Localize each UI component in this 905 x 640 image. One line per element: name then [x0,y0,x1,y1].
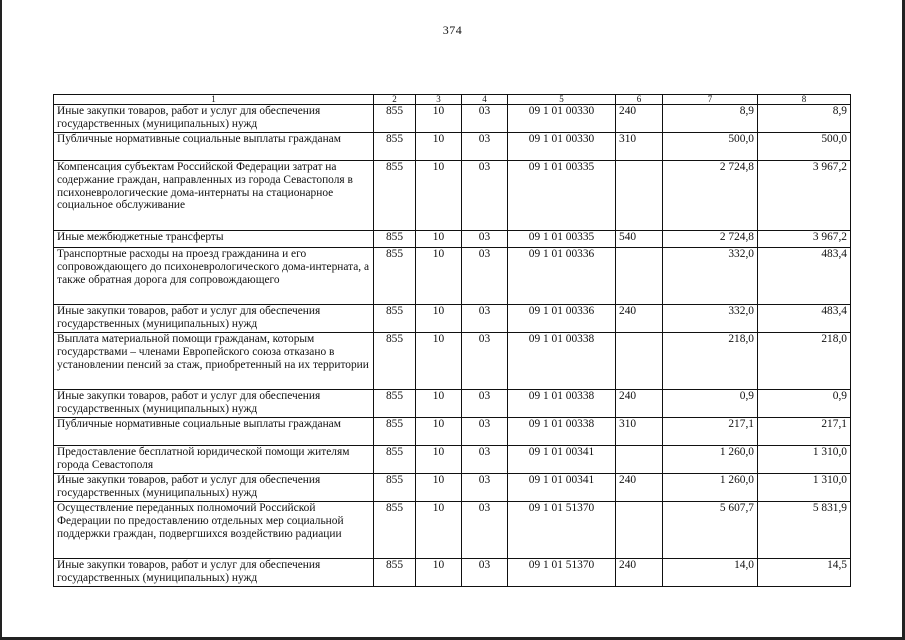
row-expense-type: 310 [616,133,663,161]
row-target-code: 09 1 01 00336 [508,248,616,305]
row-section: 10 [416,502,462,559]
row-grbs: 855 [374,390,416,418]
row-sum-1: 218,0 [663,333,758,390]
row-expense-type: 540 [616,231,663,248]
column-header: 8 [758,95,851,105]
row-sum-1: 0,9 [663,390,758,418]
row-sum-2: 1 310,0 [758,474,851,502]
row-grbs: 855 [374,418,416,446]
row-grbs: 855 [374,502,416,559]
table-row [54,390,851,418]
row-name: Иные закупки товаров, работ и услуг для обеспечения государственных (муниципальных) нужд [54,305,374,333]
row-section: 10 [416,305,462,333]
row-sum-1: 5 607,7 [663,502,758,559]
row-name: Предоставление бесплатной юридической помощи жителям города Севастополя [54,446,374,474]
row-section: 10 [416,105,462,133]
row-sum-1: 217,1 [663,418,758,446]
table-row [54,133,851,161]
table-row [54,418,851,446]
column-header: 3 [416,95,462,105]
row-sum-1: 14,0 [663,559,758,587]
row-name: Иные закупки товаров, работ и услуг для обеспечения государственных (муниципальных) нужд [54,105,374,133]
row-subsection: 03 [462,559,508,587]
row-expense-type: 240 [616,305,663,333]
row-name: Транспортные расходы на проезд гражданина и его сопровождающего до психоневрологического дома-интерната, а также обратная дорога для сопровождающего [54,248,374,305]
row-subsection: 03 [462,333,508,390]
scan-border-left [0,0,2,640]
row-expense-type [616,502,663,559]
table-row [54,105,851,133]
row-name: Иные закупки товаров, работ и услуг для обеспечения государственных (муниципальных) нужд [54,390,374,418]
table-row [54,446,851,474]
row-subsection: 03 [462,248,508,305]
row-expense-type [616,333,663,390]
row-section: 10 [416,474,462,502]
row-sum-2: 0,9 [758,390,851,418]
row-expense-type: 240 [616,559,663,587]
row-sum-1: 8,9 [663,105,758,133]
row-expense-type: 240 [616,390,663,418]
row-target-code: 09 1 01 00335 [508,231,616,248]
row-subsection: 03 [462,105,508,133]
row-target-code: 09 1 01 00335 [508,161,616,231]
row-target-code: 09 1 01 00330 [508,133,616,161]
row-subsection: 03 [462,231,508,248]
row-sum-2: 500,0 [758,133,851,161]
row-name: Компенсация субъектам Российской Федерации затрат на содержание граждан, направленных из города Севастополя в психоневрологические дома-интернаты на стационарное социальное обслуживание [54,161,374,231]
row-section: 10 [416,161,462,231]
row-expense-type: 240 [616,105,663,133]
row-name: Публичные нормативные социальные выплаты гражданам [54,418,374,446]
row-sum-2: 3 967,2 [758,161,851,231]
row-subsection: 03 [462,161,508,231]
row-section: 10 [416,133,462,161]
row-sum-1: 2 724,8 [663,161,758,231]
row-grbs: 855 [374,305,416,333]
row-section: 10 [416,390,462,418]
row-expense-type [616,446,663,474]
row-grbs: 855 [374,133,416,161]
row-subsection: 03 [462,390,508,418]
row-grbs: 855 [374,231,416,248]
column-header: 4 [462,95,508,105]
row-sum-2: 218,0 [758,333,851,390]
column-header: 1 [54,95,374,105]
table-row [54,474,851,502]
row-section: 10 [416,446,462,474]
column-header: 2 [374,95,416,105]
row-target-code: 09 1 01 51370 [508,559,616,587]
row-target-code: 09 1 01 00338 [508,418,616,446]
table-row [54,231,851,248]
row-subsection: 03 [462,474,508,502]
row-name: Выплата материальной помощи гражданам, которым государствами – членами Европейского союза отказано в установлении пенсий за стаж, приобретенный на их территории [54,333,374,390]
row-name: Иные межбюджетные трансферты [54,231,374,248]
table-row [54,248,851,305]
row-grbs: 855 [374,248,416,305]
row-sum-2: 1 310,0 [758,446,851,474]
row-target-code: 09 1 01 00338 [508,333,616,390]
row-expense-type: 240 [616,474,663,502]
column-header: 5 [508,95,616,105]
row-subsection: 03 [462,133,508,161]
row-target-code: 09 1 01 00336 [508,305,616,333]
row-name: Иные закупки товаров, работ и услуг для обеспечения государственных (муниципальных) нужд [54,474,374,502]
row-section: 10 [416,333,462,390]
row-expense-type: 310 [616,418,663,446]
row-grbs: 855 [374,161,416,231]
row-grbs: 855 [374,105,416,133]
row-grbs: 855 [374,559,416,587]
row-target-code: 09 1 01 00341 [508,474,616,502]
budget-table [53,94,851,587]
row-section: 10 [416,248,462,305]
row-section: 10 [416,418,462,446]
row-expense-type [616,248,663,305]
column-header: 7 [663,95,758,105]
row-name: Публичные нормативные социальные выплаты гражданам [54,133,374,161]
row-subsection: 03 [462,305,508,333]
row-target-code: 09 1 01 51370 [508,502,616,559]
table-row [54,502,851,559]
row-name: Иные закупки товаров, работ и услуг для обеспечения государственных (муниципальных) нужд [54,559,374,587]
row-sum-2: 8,9 [758,105,851,133]
row-sum-2: 483,4 [758,305,851,333]
row-sum-2: 5 831,9 [758,502,851,559]
row-sum-1: 2 724,8 [663,231,758,248]
row-sum-1: 1 260,0 [663,446,758,474]
row-name: Осуществление переданных полномочий Российской Федерации по предоставлению отдельных мер социальной поддержки граждан, подвергшихся воздействию радиации [54,502,374,559]
row-sum-1: 1 260,0 [663,474,758,502]
row-target-code: 09 1 01 00341 [508,446,616,474]
row-section: 10 [416,559,462,587]
row-sum-1: 332,0 [663,248,758,305]
row-target-code: 09 1 01 00330 [508,105,616,133]
row-sum-2: 483,4 [758,248,851,305]
row-subsection: 03 [462,418,508,446]
row-sum-2: 3 967,2 [758,231,851,248]
page-number: 374 [442,23,463,37]
row-grbs: 855 [374,446,416,474]
row-sum-2: 217,1 [758,418,851,446]
table-row [54,559,851,587]
column-header: 6 [616,95,663,105]
row-section: 10 [416,231,462,248]
row-grbs: 855 [374,474,416,502]
row-sum-1: 500,0 [663,133,758,161]
table-header-row [54,95,851,105]
row-sum-2: 14,5 [758,559,851,587]
row-target-code: 09 1 01 00338 [508,390,616,418]
row-grbs: 855 [374,333,416,390]
row-subsection: 03 [462,446,508,474]
row-subsection: 03 [462,502,508,559]
table-row [54,333,851,390]
table-row [54,161,851,231]
row-expense-type [616,161,663,231]
table-row [54,305,851,333]
row-sum-1: 332,0 [663,305,758,333]
